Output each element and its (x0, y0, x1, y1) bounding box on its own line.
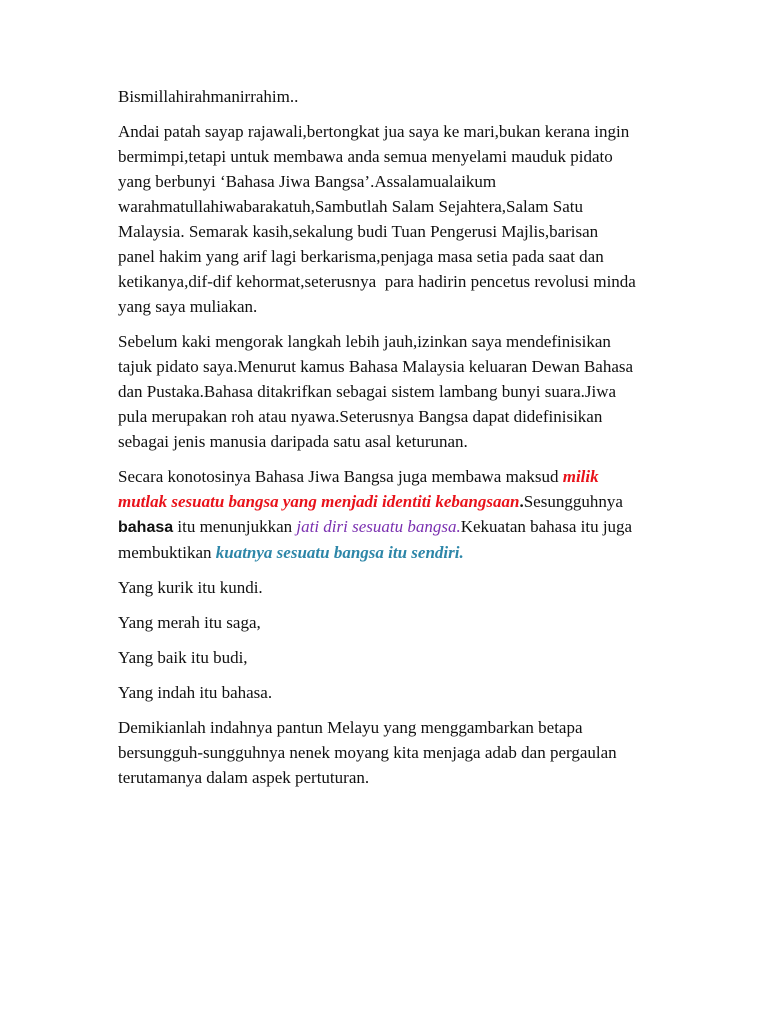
connotation-intro-text: Secara konotosinya Bahasa Jiwa Bangsa juga membawa maksud (118, 467, 563, 486)
pantun-line-2: Yang merah itu saga, (118, 613, 261, 632)
bold-word-bahasa: bahasa (118, 519, 174, 536)
paragraph-greeting: Andai patah sayap rajawali,bertongkat jua saya ke mari,bukan kerana ingin bermimpi,tetapi untuk membawa anda semua menyelami mauduk pidato yang berbunyi ‘Bahasa Jiwa Bangsa’.Assalamualaikum warahmatullahiwabarakatuh,Sambutlah Salam Sejahtera,Salam Satu Malaysia. Semarak kasih,sekalung budi Tuan Pengerusi Majlis,barisan panel hakim yang arif lagi berkarisma,penjaga masa setia pada saat dan ketikanya,dif-dif kehormat,seterusnya para hadirin pencetus revolusi minda yang saya muliakan. (118, 122, 641, 316)
period-mark: . (519, 492, 524, 511)
opening-line: Bismillahirahmanirrahim.. (118, 87, 299, 106)
pantun-line-1: Yang kurik itu kundi. (118, 578, 263, 597)
paragraph-definition: Sebelum kaki mengorak langkah lebih jauh,izinkan saya mendefinisikan tajuk pidato saya.Menurut kamus Bahasa Malaysia keluaran Dewan Bahasa dan Pustaka.Bahasa ditakrifkan sebagai sistem lambang bunyi suara.Jiwa pula merupakan roh atau nyawa.Seterusnya Bangsa dapat didefinisikan sebagai jenis manusia daripada satu asal keturunan. (118, 332, 634, 451)
paragraph-conclusion: Demikianlah indahnya pantun Melayu yang menggambarkan betapa bersungguh-sungguhnya nenek moyang kita menjaga adab dan pergaulan terutamanya dalam aspek pertuturan. (118, 718, 617, 787)
period-mark-purple: . (456, 517, 461, 536)
pantun-line-4: Yang indah itu bahasa. (118, 683, 273, 702)
highlight-identity-text: milik mutlak sesuatu bangsa yang menjadi identiti kebangsaan (118, 467, 599, 511)
document-page (118, 84, 641, 800)
connotation-text-2: Sesungguhnya (523, 492, 623, 511)
connotation-text-3: itu menunjukkan (173, 517, 297, 536)
highlight-strength-text: kuatnya sesuatu bangsa itu sendiri. (215, 543, 464, 562)
paragraph-connotation (118, 464, 638, 565)
highlight-self-identity-text: jati diri sesuatu bangsa (296, 517, 457, 536)
connotation-text-4: Kekuatan bahasa itu juga membuktikan (118, 517, 633, 562)
pantun-line-3: Yang baik itu budi, (118, 648, 248, 667)
